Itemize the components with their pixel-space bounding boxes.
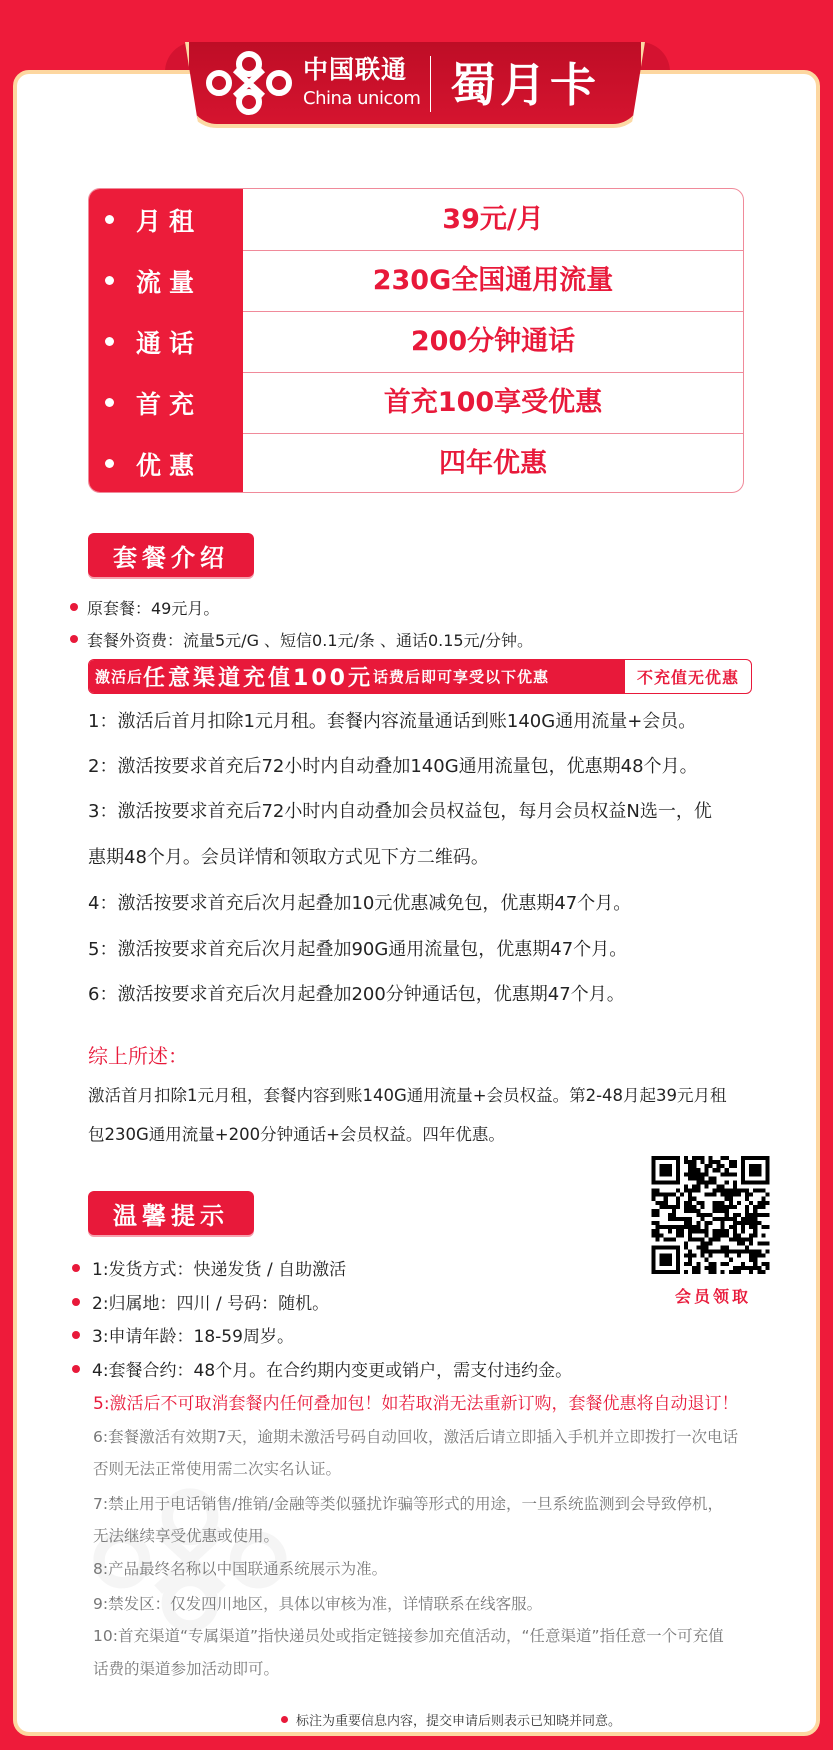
bullet-dot-icon [281,1716,288,1723]
tip-item [72,1289,329,1314]
plan-row [89,311,743,372]
intro-item: 1：激活后首月扣除1元月租。套餐内容流量通话到账140G通用流量+会员。 [88,711,697,732]
promo-banner [88,659,752,694]
section-heading-intro: 套餐介绍 [88,533,254,577]
bullet-dot-icon [72,1264,80,1272]
brand-name-en: China unicom [303,88,421,109]
plan-row [89,189,743,250]
footer-note [281,1710,621,1729]
tip-note: 6:套餐激活有效期7天，逾期未激活号码自动回收，激活后请立即插入手机并立即拨打一次电话 [93,1428,738,1446]
tip-note: 话费的渠道参加活动即可。 [93,1660,280,1678]
bullet-dot-icon [72,1331,80,1339]
plan-row [89,250,743,311]
promo-note: 不充值无优惠 [636,668,739,687]
bullet-item [70,596,219,618]
tip-note: 9:禁发区：仅发四川地区，具体以审核为准，详情联系在线客服。 [93,1595,543,1613]
intro-item: 惠期48个月。会员详情和领取方式见下方二维码。 [88,847,489,868]
intro-item: 3：激活按要求首充后72小时内自动叠加会员权益包，每月会员权益N选一，优 [88,801,712,822]
tip-note: 8:产品最终名称以中国联通系统展示为准。 [93,1560,388,1578]
bullet-dot-icon [70,635,78,643]
row-label: 优惠 [89,446,243,482]
row-label: 首充 [89,385,243,421]
promo-highlight: 任意渠道充值100元 [143,666,373,691]
tip-note: 7:禁止用于电话销售/推销/金融等类似骚扰诈骗等形式的用途，一旦系统监测到会导致停机， [93,1495,724,1513]
tip-text: 4:套餐合约：48个月。在合约期内变更或销户，需支付违约金。 [92,1361,573,1381]
intro-item: 4：激活按要求首充后次月起叠加10元优惠减免包，优惠期47个月。 [88,893,632,914]
bullet-dot-icon [72,1298,80,1306]
row-value: 39元/月 [442,204,544,235]
row-value: 四年优惠 [243,433,743,493]
member-qr-code[interactable] [651,1156,770,1274]
promo-prefix: 激活后 [95,668,144,686]
tip-text: 1:发货方式：快递发货 / 自助激活 [92,1260,347,1280]
page-title: 蜀月卡 [450,58,600,112]
china-unicom-logo-icon [205,50,293,116]
header-divider [430,56,431,112]
bullet-item [70,628,533,650]
promo-condition [89,660,625,693]
tip-warning: 5:激活后不可取消套餐内任何叠加包！如若取消无法重新订购，套餐优惠将自动退订！ [93,1394,739,1414]
intro-item: 5：激活按要求首充后次月起叠加90G通用流量包，优惠期47个月。 [88,939,628,960]
row-label: 流量 [89,263,243,299]
brand-name-cn: 中国联通 [303,55,408,84]
summary-line: 包230G通用流量+200分钟通话+会员权益。四年优惠。 [88,1125,505,1144]
row-value: 首充100享受优惠 [243,372,743,433]
bullet-text: 套餐外资费：流量5元/G 、短信0.1元/条 、通话0.15元/分钟。 [87,630,533,650]
tip-note: 否则无法正常使用需二次实名认证。 [93,1460,342,1478]
plan-row [89,433,743,493]
section-heading-tips: 温馨提示 [88,1191,254,1235]
tip-text: 3:申请年龄：18-59周岁。 [92,1327,294,1347]
qr-label: 会员领取 [675,1287,752,1306]
footer-text: 标注为重要信息内容，提交申请后则表示已知晓并同意。 [296,1714,622,1729]
summary-line: 激活首月扣除1元月租，套餐内容到账140G通用流量+会员权益。第2-48月起39元月租 [88,1086,727,1105]
tip-item [72,1322,294,1347]
intro-item: 2：激活按要求首充后72小时内自动叠加140G通用流量包，优惠期48个月。 [88,756,698,777]
tip-note: 无法继续享受优惠或使用。 [93,1527,280,1545]
bullet-dot-icon [70,603,78,611]
summary-heading: 综上所述： [88,1044,188,1068]
row-label: 通话 [89,324,243,360]
bullet-text: 原套餐：49元月。 [87,598,220,618]
tip-note: 10:首充渠道“专属渠道”指快递员处或指定链接参加充值活动，“任意渠道”指任意一个可充值 [93,1627,724,1645]
intro-item: 6：激活按要求首充后次月起叠加200分钟通话包，优惠期47个月。 [88,984,625,1005]
tip-item [72,1255,346,1280]
plan-table [88,188,744,493]
tip-item [72,1356,572,1381]
row-value: 200分钟通话 [243,311,743,372]
row-label: 月租 [89,202,243,238]
bullet-dot-icon [72,1365,80,1373]
plan-row [89,372,743,433]
tip-text: 2:归属地：四川 / 号码：随机。 [92,1294,330,1314]
promo-suffix: 话费后即可享受以下优惠 [372,668,549,686]
row-value: 230G全国通用流量 [243,250,743,311]
